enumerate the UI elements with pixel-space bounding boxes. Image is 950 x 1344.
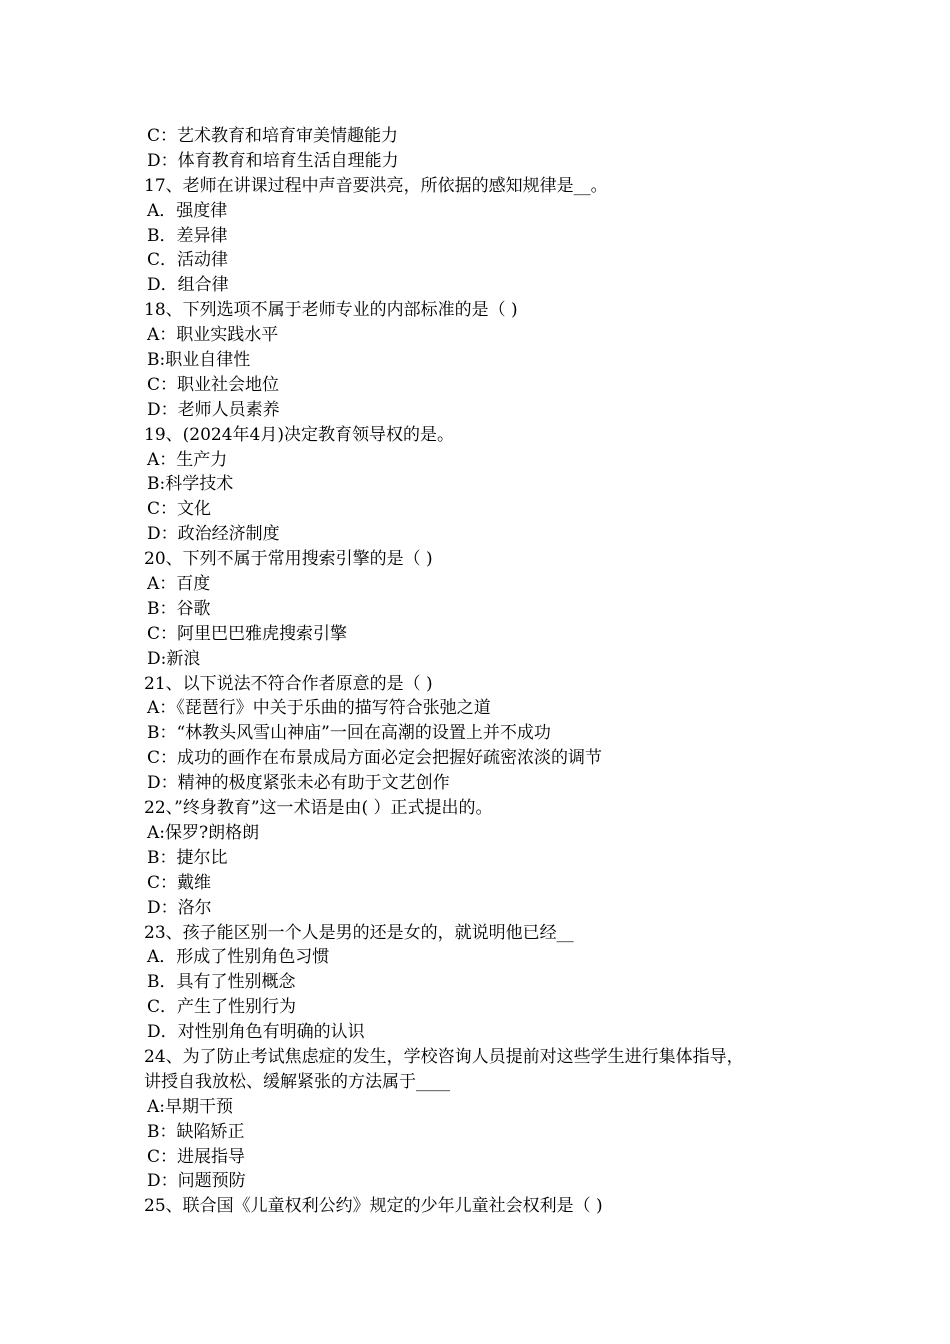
- answer-option-line: C．活动律: [147, 250, 229, 271]
- answer-option-line: C：阿里巴巴雅虎搜索引擎: [147, 623, 348, 644]
- answer-option-line: B：谷歌: [147, 598, 211, 619]
- question-text-line: 22、”终身教育”这一术语是由( ）正式提出的。: [144, 798, 493, 819]
- answer-option-line: B:职业自律性: [147, 350, 251, 371]
- answer-option-line: A：生产力: [147, 449, 228, 470]
- answer-option-line: B：缺陷矫正: [147, 1121, 245, 1142]
- answer-option-line: B．差异律: [147, 225, 228, 246]
- answer-option-line: D．对性别角色有明确的认识: [147, 1022, 365, 1043]
- answer-option-line: D：老师人员素养: [147, 399, 280, 420]
- answer-option-line: B:科学技术: [147, 474, 234, 495]
- answer-option-line: C：艺术教育和培育审美情趣能力: [147, 126, 399, 146]
- answer-option-line: A：百度: [147, 574, 211, 595]
- question-text-line: 20、下列不属于常用搜索引擎的是（ ): [144, 549, 433, 570]
- answer-option-line: B．具有了性别概念: [147, 972, 296, 993]
- answer-option-line: D：政治经济制度: [147, 524, 280, 545]
- answer-option-line: A:保罗?朗格朗: [147, 822, 260, 843]
- answer-option-line: A．强度律: [147, 200, 228, 221]
- answer-option-line: D:新浪: [147, 648, 201, 669]
- question-text-line: 讲授自我放松、缓解紧张的方法属于____: [144, 1071, 450, 1092]
- answer-option-line: C：成功的画作在布景成局方面必定会把握好疏密浓淡的调节: [147, 748, 603, 769]
- answer-option-line: A:早期干预: [147, 1096, 234, 1117]
- answer-option-line: B：捷尔比: [147, 847, 228, 868]
- question-text-line: 24、为了防止考试焦虑症的发生，学校咨询人员提前对这些学生进行集体指导，: [144, 1046, 744, 1067]
- answer-option-line: A：职业实践水平: [147, 325, 279, 346]
- answer-option-line: D：洛尔: [147, 897, 212, 918]
- answer-option-line: D：精神的极度紧张未必有助于文艺创作: [147, 773, 450, 794]
- question-text-line: 21、以下说法不符合作者原意的是（ ): [144, 673, 433, 694]
- answer-option-line: C．产生了性别行为: [147, 997, 297, 1018]
- answer-option-line: A：《琵琶行》中关于乐曲的描写符合张弛之道: [147, 698, 491, 719]
- question-text-line: 19、(2024年4月)决定教育领导权的是。: [144, 424, 454, 445]
- question-text-line: 25、联合国《儿童权利公约》规定的少年儿童社会权利是（ ): [144, 1196, 603, 1217]
- answer-option-line: C：文化: [147, 499, 212, 520]
- question-text-line: 23、孩子能区别一个人是男的还是女的，就说明他已经__: [144, 922, 574, 943]
- answer-option-line: C：进展指导: [147, 1146, 246, 1167]
- question-text-line: 18、下列选项不属于老师专业的内部标准的是（ ): [144, 300, 518, 321]
- exam-question-list: [144, 124, 844, 1219]
- answer-option-line: D．组合律: [147, 275, 229, 296]
- answer-option-line: C：戴维: [147, 872, 212, 893]
- question-text-line: 17、老师在讲课过程中声音要洪亮，所依据的感知规律是__。: [144, 175, 608, 196]
- answer-option-line: D：问题预防: [147, 1171, 246, 1192]
- answer-option-line: D：体育教育和培育生活自理能力: [147, 150, 399, 171]
- answer-option-line: C：职业社会地位: [147, 374, 280, 395]
- answer-option-line: A．形成了性别角色习惯: [147, 947, 330, 968]
- answer-option-line: B：“林教头风雪山神庙”一回在高潮的设置上并不成功: [147, 723, 551, 744]
